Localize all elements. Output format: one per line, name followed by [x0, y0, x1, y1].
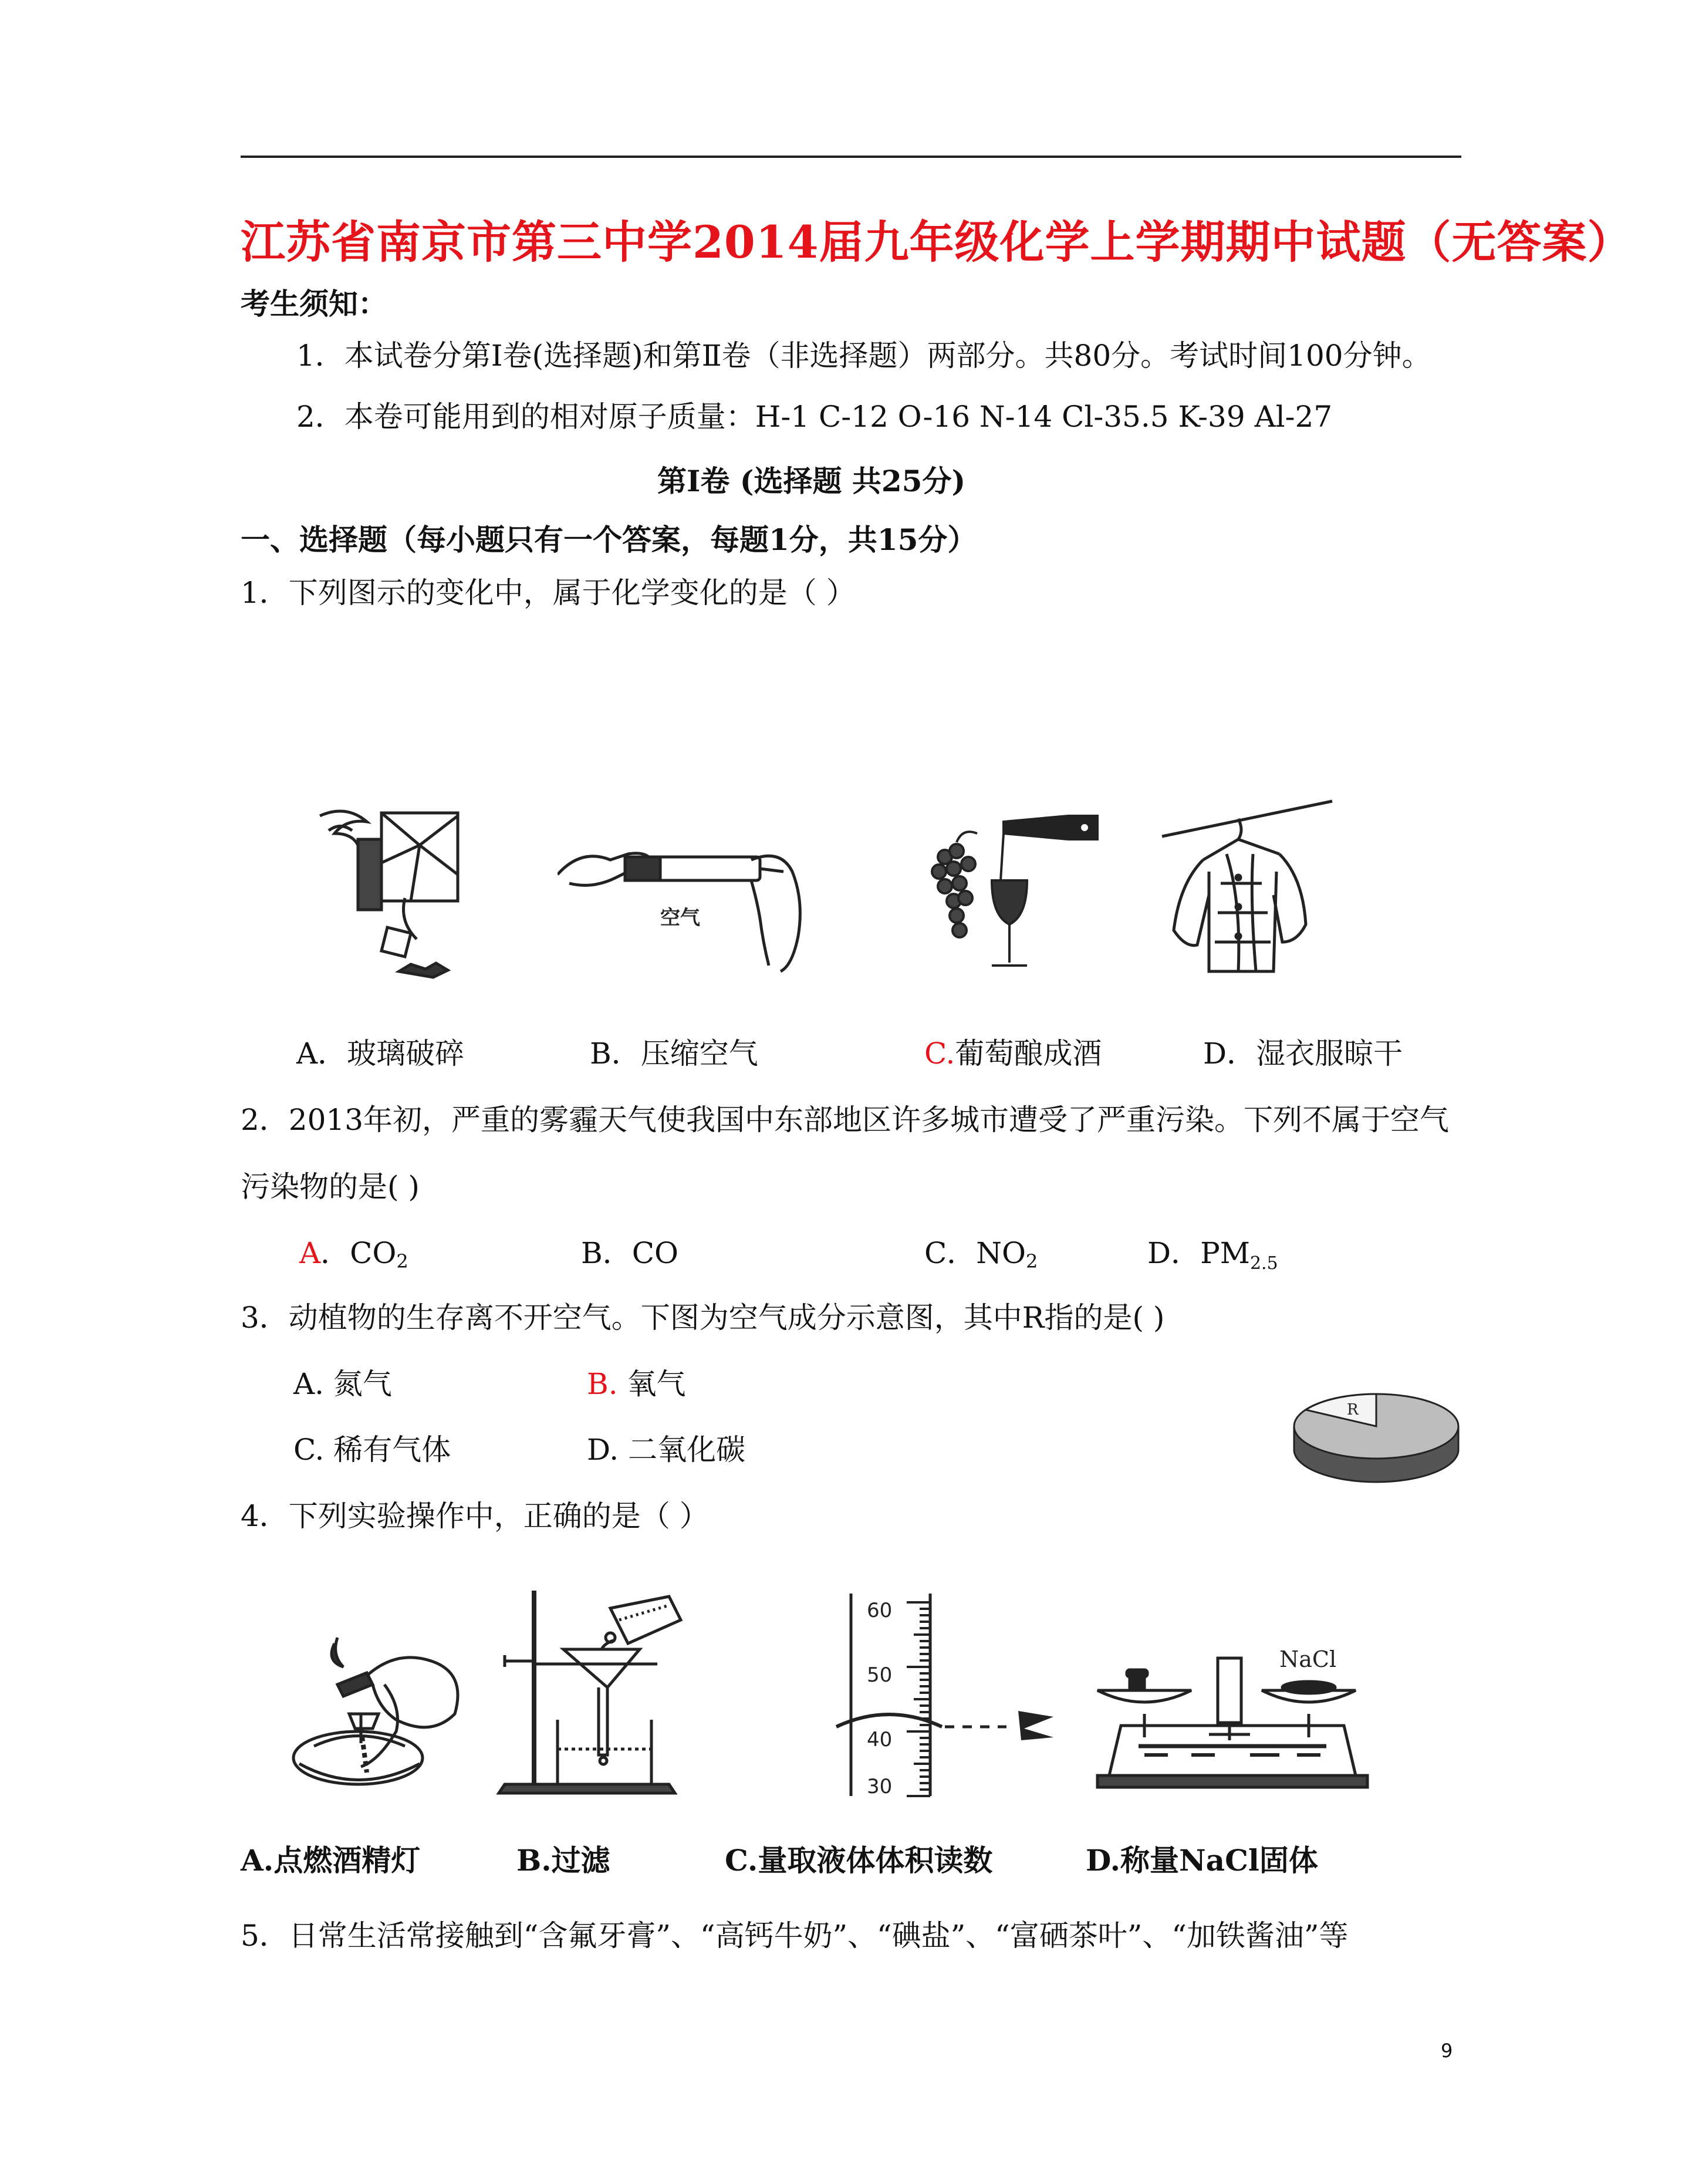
q3-answer-mark: B.: [587, 1367, 618, 1401]
part1-heading: 第Ⅰ卷 (选择题 共25分): [657, 464, 966, 498]
q4-figure-graduated-cylinder: [819, 1591, 1124, 1802]
q4-option-b: B.过滤: [516, 1843, 610, 1878]
cylinder-tick-50: 50: [867, 1663, 893, 1687]
q2-answer-mark: A: [299, 1236, 321, 1270]
q4-option-d: D.称量NaCl固体: [1086, 1843, 1318, 1878]
notice-item-2: 2．本卷可能用到的相对原子质量：H-1 C-12 O-16 N-14 Cl-35.5 K-39 Al-27: [296, 400, 1333, 434]
q5-stem: 5．日常生活常接触到“含氟牙膏”、“高钙牛奶”、“碘盐”、“富硒茶叶”、“加铁酱油”等: [241, 1919, 1349, 1953]
q2-option-c: C．$NO_2$: [924, 1236, 1038, 1272]
q2-stem-line2: 污染物的是( ): [241, 1170, 420, 1204]
q1-answer-mark: C.: [924, 1037, 955, 1071]
cylinder-tick-40: 40: [867, 1728, 893, 1751]
q2-option-b: B．CO: [581, 1236, 678, 1270]
notice-heading: 考生须知：: [241, 286, 387, 321]
section-heading: 一、选择题（每小题只有一个答案，每题1分，共15分）: [241, 522, 977, 557]
q1-option-c: C.葡萄酿成酒: [924, 1037, 1102, 1071]
q1-figure-glass-breaking: [311, 804, 481, 986]
q3-option-d: D. 二氧化碳: [587, 1433, 746, 1467]
q4-figure-alcohol-lamp: [279, 1626, 478, 1790]
q4-option-c: C.量取液体体积读数: [725, 1843, 993, 1878]
page-title: 江苏省南京市第三中学2014届九年级化学上学期期中试题（无答案）: [241, 216, 1633, 268]
q3-option-c: C. 稀有气体: [293, 1433, 451, 1467]
q4-option-a: A.点燃酒精灯: [241, 1843, 421, 1878]
notice-item-1: 1．本试卷分第Ⅰ卷(选择题)和第Ⅱ卷（非选择题）两部分。共80分。考试时间100分钟。: [296, 339, 1431, 373]
page-number: 9: [1441, 2040, 1453, 2062]
q4-figure-filtration: [493, 1585, 704, 1796]
q4-stem: 4．下列实验操作中，正确的是（ ）: [241, 1499, 709, 1533]
syringe-air-label: 空气: [660, 906, 700, 930]
q2-option-a: A．$CO_2$: [299, 1236, 408, 1272]
q3-option-a: A. 氮气: [293, 1367, 392, 1401]
q1-stem: 1．下列图示的变化中，属于化学变化的是（ ）: [241, 576, 856, 610]
cylinder-tick-30: 30: [867, 1775, 893, 1798]
pie-label-r: R: [1347, 1401, 1359, 1419]
q4-figure-balance: [1086, 1611, 1379, 1805]
q1-figure-clothes-drying: [1156, 795, 1344, 983]
q3-option-b: B. 氧气: [587, 1367, 686, 1401]
q2-stem-line1: 2．2013年初，严重的雾霾天气使我国中东部地区许多城市遭受了严重污染。下列不属于空气: [241, 1103, 1450, 1137]
q2-option-d: D．$PM_{2.5}$: [1147, 1236, 1278, 1274]
header-rule: [241, 156, 1461, 158]
q3-stem: 3．动植物的生存离不开空气。下图为空气成分示意图，其中R指的是( ): [241, 1301, 1165, 1335]
q1-figure-syringe: [558, 825, 810, 977]
cylinder-tick-60: 60: [867, 1599, 893, 1622]
balance-nacl-label: NaCl: [1279, 1646, 1337, 1672]
q1-option-a: A．玻璃破碎: [296, 1037, 465, 1071]
q1-option-b: B．压缩空气: [590, 1037, 758, 1071]
q3-air-composition-pie: [1288, 1379, 1464, 1491]
q1-figure-grapes-wine: [921, 810, 1103, 986]
q1-option-d: D．湿衣服晾干: [1203, 1037, 1403, 1071]
